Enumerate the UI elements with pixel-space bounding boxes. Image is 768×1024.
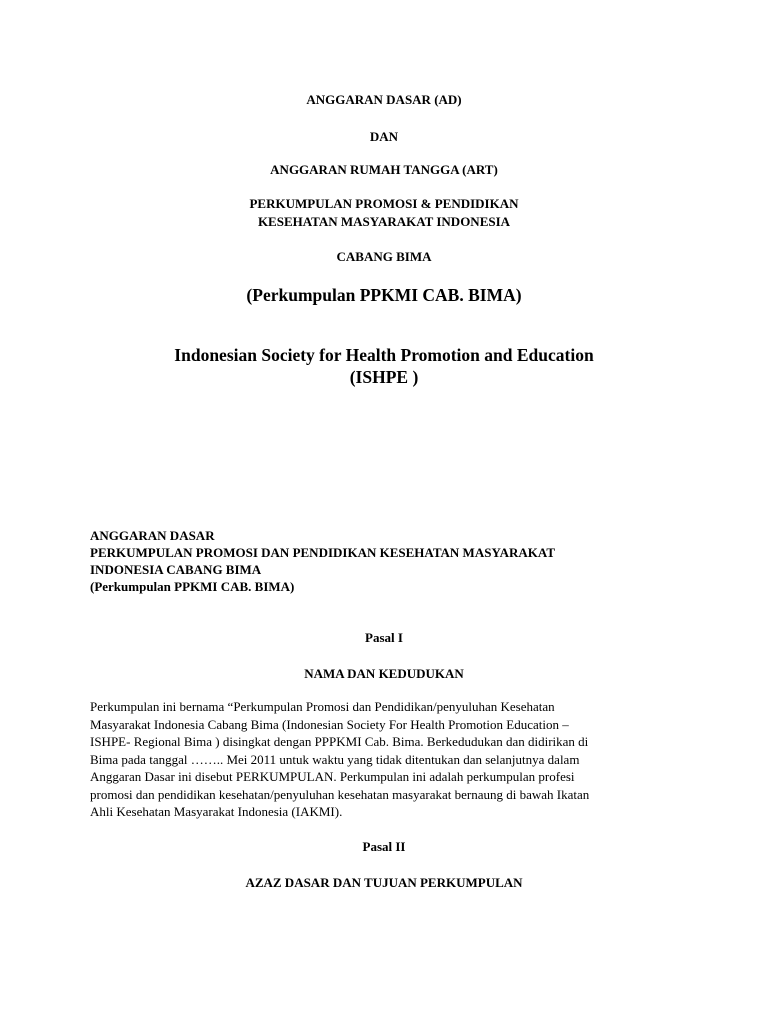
title-branch: CABANG BIMA: [336, 249, 432, 264]
title-dan: DAN: [369, 129, 399, 144]
paragraph-line: Masyarakat Indonesia Cabang Bima (Indonesian Society For Health Promotion Education –: [90, 716, 569, 732]
section-header-line3: INDONESIA CABANG BIMA: [90, 562, 262, 577]
paragraph-line: Perkumpulan ini bernama “Perkumpulan Promosi dan Pendidikan/penyuluhan Kesehatan: [90, 699, 555, 714]
title-org-line2: KESEHATAN MASYARAKAT INDONESIA: [257, 214, 511, 229]
pasal2-number: Pasal II: [362, 839, 406, 854]
pasal2-title: AZAZ DASAR DAN TUJUAN PERKUMPULAN: [245, 875, 523, 890]
title-ad: ANGGARAN DASAR (AD): [306, 92, 462, 107]
pasal1-paragraph: [90, 698, 700, 821]
section-header-line2: PERKUMPULAN PROMOSI DAN PENDIDIKAN KESEHATAN MASYARAKAT: [90, 545, 556, 560]
title-english-abbrev: (ISHPE ): [349, 367, 419, 387]
pasal1-number: Pasal I: [365, 630, 403, 645]
paragraph-line: ISHPE- Regional Bima ) disingkat dengan PPPKMI Cab. Bima. Berkedudukan dan didirikan di: [90, 734, 589, 749]
title-english-name: Indonesian Society for Health Promotion and Education: [174, 345, 594, 365]
paragraph-line: Ahli Kesehatan Masyarakat Indonesia (IAKMI).: [90, 804, 343, 819]
paragraph-line: Bima pada tanggal …….. Mei 2011 untuk waktu yang tidak ditentukan dan selanjutnya dalam: [90, 751, 580, 767]
title-short-name: (Perkumpulan PPKMI CAB. BIMA): [246, 285, 522, 305]
section-header-line4: (Perkumpulan PPKMI CAB. BIMA): [90, 579, 295, 594]
paragraph-line: promosi dan pendidikan kesehatan/penyuluhan kesehatan masyarakat bernaung di bawah Ikatan: [90, 786, 590, 802]
title-org-line1: PERKUMPULAN PROMOSI & PENDIDIKAN: [249, 196, 519, 211]
paragraph-line: Anggaran Dasar ini disebut PERKUMPULAN. Perkumpulan ini adalah perkumpulan profesi: [90, 769, 575, 784]
title-art: ANGGARAN RUMAH TANGGA (ART): [270, 162, 498, 177]
section-header: [90, 527, 690, 595]
pasal1-title: NAMA DAN KEDUDUKAN: [304, 666, 464, 681]
section-header-line1: ANGGARAN DASAR: [90, 528, 215, 543]
